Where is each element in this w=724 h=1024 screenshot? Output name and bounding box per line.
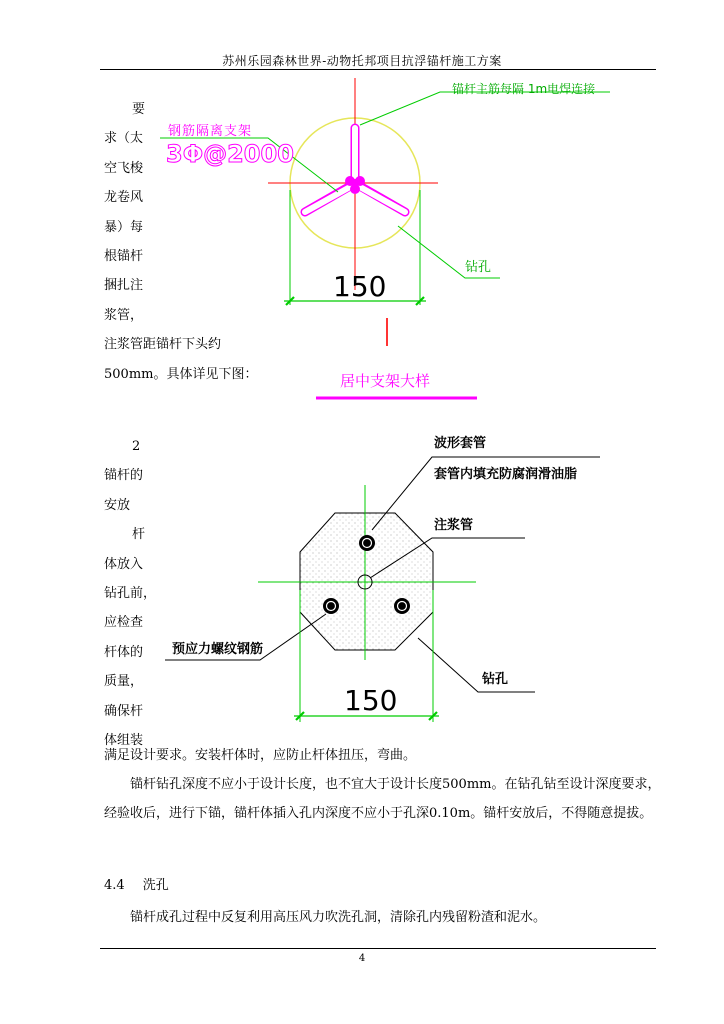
side-line: 安放 bbox=[104, 497, 131, 513]
page-number: 4 bbox=[358, 953, 366, 964]
leader-hole-2 bbox=[418, 638, 535, 692]
rebar-left bbox=[323, 598, 339, 614]
label-pipe-grease: 套管内填充防腐润滑油脂 bbox=[434, 467, 578, 482]
dimension-150-2: 150 bbox=[344, 684, 398, 717]
label-prestressed-rebar: 预应力螺纹钢筋 bbox=[172, 642, 264, 657]
label-steel-bracket: 钢筋隔离支架 bbox=[168, 124, 253, 139]
label-hole-2: 钻孔 bbox=[482, 672, 509, 687]
label-weld: 锚杆主筋每隔 1m电焊连接 bbox=[452, 82, 596, 96]
label-corrugated-pipe: 波形套管 bbox=[434, 436, 487, 451]
side-line: 体组装 bbox=[104, 733, 144, 749]
side-line: 杆 bbox=[132, 527, 146, 543]
paragraph-2: 锚杆钻孔深度不应小于设计长度，也不宜大于设计长度500mm。在钻孔钻至设计深度要求，经验收后，进行下锚，锚杆体插入孔内深度不应小于孔深0.10m。锚杆安放后，不得随意提拔。 bbox=[104, 777, 661, 821]
side-line: 钻孔前， bbox=[104, 586, 157, 602]
anchor-section-diagram bbox=[165, 457, 600, 722]
side-line: 龙卷风 bbox=[104, 190, 144, 206]
side-line: 求（太 bbox=[104, 131, 144, 147]
section-paragraph: 锚杆成孔过程中反复利用高压风力吹洗孔洞，清除孔内残留粉渣和泥水。 bbox=[130, 910, 547, 925]
side-line: 锚杆的 bbox=[104, 468, 144, 484]
side-line: 根锚杆 bbox=[104, 249, 144, 265]
side-line: 杆体的 bbox=[104, 644, 144, 660]
side-line: 应检查 bbox=[104, 615, 144, 631]
section-title: 洗孔 bbox=[142, 878, 169, 893]
side-line: 空飞梭 bbox=[104, 160, 144, 176]
side-line: 体放入 bbox=[104, 556, 144, 572]
side-line: 浆管， bbox=[104, 307, 144, 323]
side-line: 要 bbox=[132, 102, 146, 117]
caption-bracket-detail: 居中支架大样 bbox=[340, 372, 431, 390]
label-hole: 钻孔 bbox=[465, 260, 492, 275]
side-line: 2 bbox=[132, 439, 141, 454]
side-line: 500mm。具体详见下图： bbox=[104, 366, 258, 382]
rebar-top bbox=[359, 535, 375, 551]
section-heading bbox=[104, 874, 169, 893]
paragraph-1: 满足设计要求。安装杆体时，应防止杆体扭压，弯曲。 bbox=[104, 748, 417, 763]
side-line: 注浆管距锚杆下头约 bbox=[104, 337, 222, 353]
footer-divider bbox=[100, 948, 656, 949]
side-line: 捆扎注 bbox=[104, 278, 144, 294]
side-line: 确保杆 bbox=[104, 703, 144, 719]
rebar-right bbox=[394, 598, 410, 614]
label-steel-spec: 3Φ@2000 bbox=[166, 140, 294, 168]
dimension-150: 150 bbox=[333, 270, 387, 303]
side-line: 质量， bbox=[104, 674, 144, 690]
header-title: 苏州乐园森林世界-动物托邦项目抗浮锚杆施工方案 bbox=[222, 54, 502, 68]
section-number: 4.4 bbox=[104, 878, 125, 893]
side-line: 暴）每 bbox=[104, 219, 144, 235]
label-grout-pipe: 注浆管 bbox=[434, 518, 474, 533]
